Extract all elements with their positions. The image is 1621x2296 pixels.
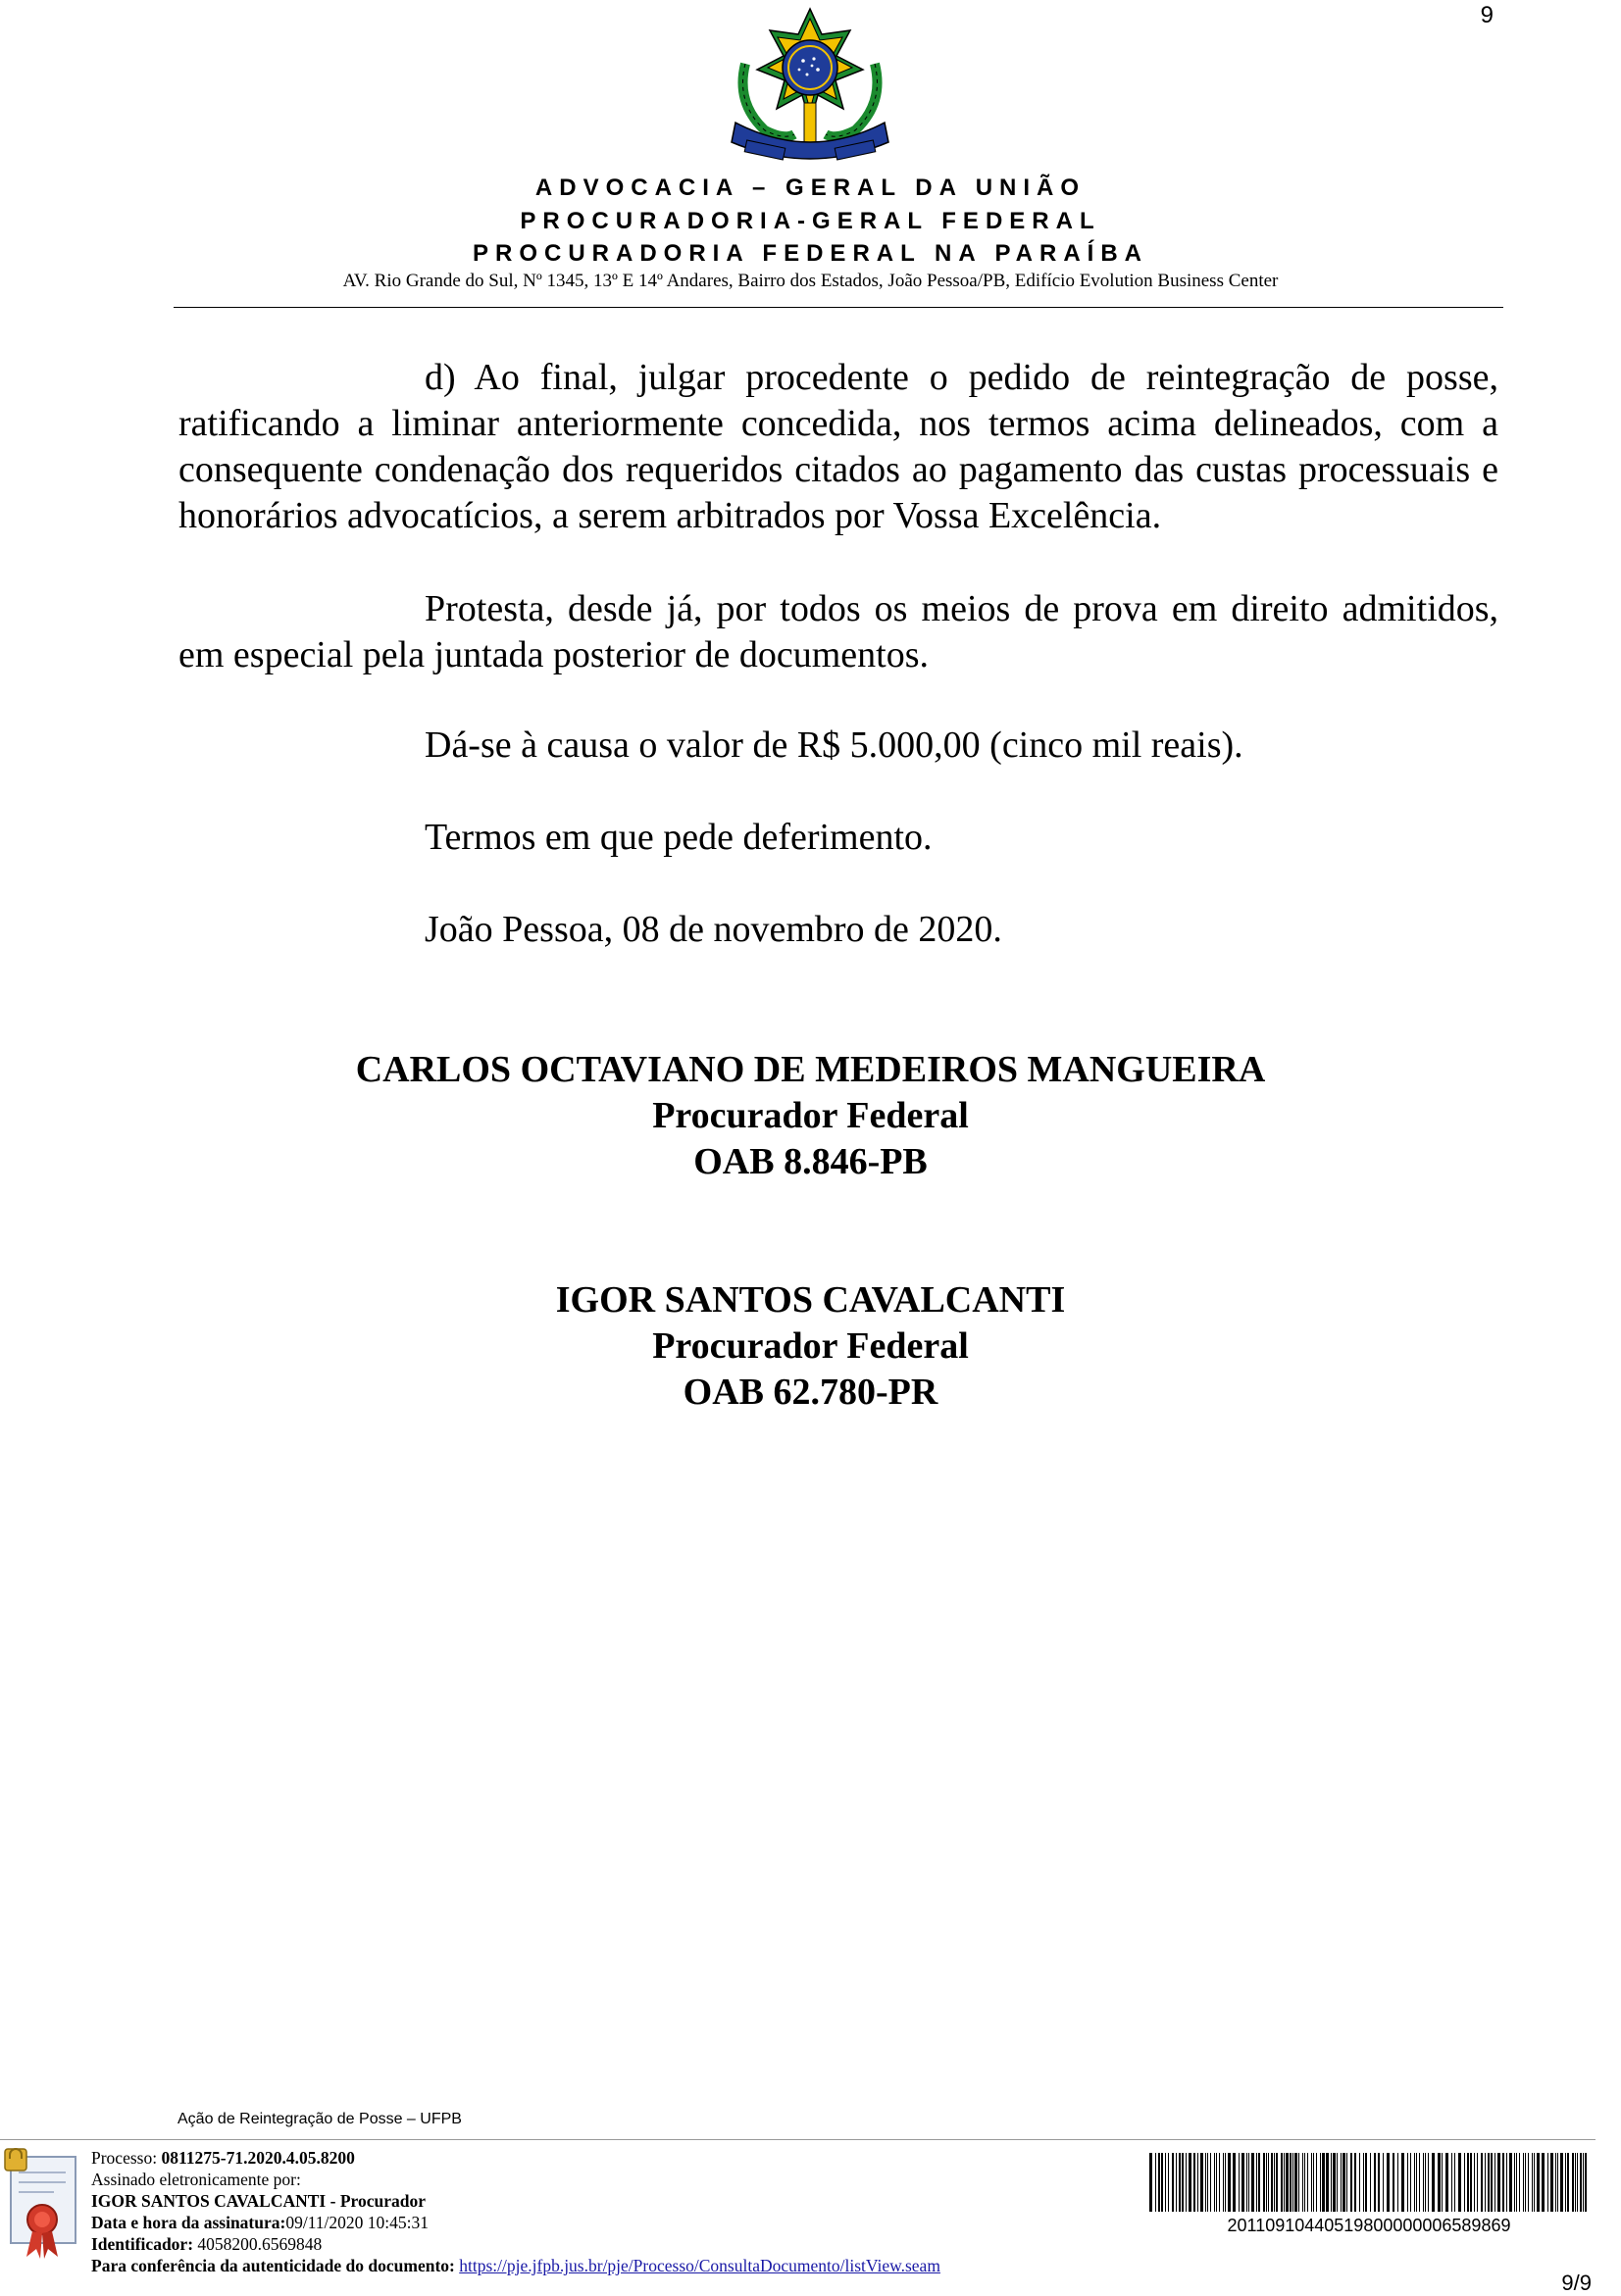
footer-divider xyxy=(0,2139,1596,2140)
barcode-bar xyxy=(1333,2153,1336,2212)
barcode-bar xyxy=(1228,2153,1231,2212)
signatory-role: Procurador Federal xyxy=(652,1325,969,1367)
barcode-bar xyxy=(1219,2153,1220,2212)
barcode-bar xyxy=(1172,2153,1174,2212)
barcode-bar xyxy=(1205,2153,1206,2212)
paragraph-item-d xyxy=(178,355,1498,539)
local-e-data: João Pessoa, 08 de novembro de 2020. xyxy=(425,909,1002,950)
signatory-name: CARLOS OCTAVIANO DE MEDEIROS MANGUEIRA xyxy=(355,1049,1266,1090)
meta-processo-label: Processo: xyxy=(91,2148,158,2168)
barcode-bar xyxy=(1149,2153,1152,2212)
barcode-bar xyxy=(1528,2153,1529,2212)
paragraph-item-d-text: d) Ao final, julgar procedente o pedido de reintegração de posse, ratificando a liminar anteriormente concedida, nos termos acima delineados, com a consequente condenação dos requeridos citados ao pagamento das custas processuais e honorários advocatícios, a serem arbitrados por Vossa Excelência. xyxy=(178,357,1498,536)
barcode-bar xyxy=(1241,2153,1244,2212)
barcode-bar xyxy=(1155,2153,1156,2212)
barcode-bar xyxy=(1276,2153,1278,2212)
barcode-bar xyxy=(1565,2153,1566,2212)
header-address: AV. Rio Grande do Sul, Nº 1345, 13º E 14º Andares, Bairro dos Estados, João Pessoa/PB, Edifício Evolution Business Center xyxy=(342,271,1279,291)
barcode-bar xyxy=(1537,2153,1540,2212)
barcode-bar xyxy=(1419,2153,1420,2212)
header-divider xyxy=(174,307,1503,308)
certificate-seal-icon xyxy=(3,2147,81,2263)
barcode-bar xyxy=(1451,2153,1452,2212)
barcode-bar xyxy=(1363,2153,1364,2212)
barcode-bar xyxy=(1423,2153,1424,2212)
barcode-bar xyxy=(1179,2153,1181,2212)
barcode-bar xyxy=(1393,2153,1394,2212)
barcode-bar xyxy=(1542,2153,1545,2212)
barcode-bar xyxy=(1467,2153,1469,2212)
barcode-bar xyxy=(1547,2153,1548,2212)
barcode-bar xyxy=(1560,2153,1563,2212)
header-line-pgf: PROCURADORIA-GERAL FEDERAL xyxy=(520,208,1101,234)
barcode-bar xyxy=(1284,2153,1285,2212)
barcode-bar xyxy=(1251,2153,1254,2212)
barcode-bar xyxy=(1497,2153,1500,2212)
barcode-bar xyxy=(1481,2153,1483,2212)
brazil-coat-of-arms-icon xyxy=(726,5,894,164)
barcode-bar xyxy=(1509,2153,1512,2212)
valor-da-causa: Dá-se à causa o valor de R$ 5.000,00 (cinco mil reais). xyxy=(425,724,1243,766)
barcode-bar xyxy=(1193,2153,1195,2212)
barcode-bar xyxy=(1585,2153,1587,2212)
barcode-bar xyxy=(1292,2153,1293,2212)
barcode-bar xyxy=(1354,2153,1356,2212)
barcode-bar xyxy=(1583,2153,1584,2212)
barcode-bar xyxy=(1458,2153,1461,2212)
barcode-bar xyxy=(1233,2153,1236,2212)
meta-identificador xyxy=(91,2233,322,2255)
meta-conferencia xyxy=(91,2255,940,2276)
barcode-bar xyxy=(1580,2153,1582,2212)
document-title-footer: Ação de Reintegração de Posse – UFPB xyxy=(177,2111,462,2127)
barcode-icon xyxy=(1147,2153,1591,2212)
meta-processo xyxy=(91,2147,355,2169)
meta-signer-value: IGOR SANTOS CAVALCANTI - Procurador xyxy=(91,2191,426,2211)
barcode-bar xyxy=(1365,2153,1367,2212)
barcode-bar xyxy=(1168,2153,1169,2212)
signatory-role: Procurador Federal xyxy=(652,1095,969,1136)
barcode-bar xyxy=(1200,2153,1203,2212)
meta-signer xyxy=(91,2190,426,2212)
barcode-bar xyxy=(1532,2153,1533,2212)
barcode-bar xyxy=(1502,2153,1504,2212)
barcode-bar xyxy=(1341,2153,1342,2212)
meta-processo-value: 0811275-71.2020.4.05.8200 xyxy=(161,2148,355,2168)
barcode-bar xyxy=(1387,2153,1390,2212)
barcode-bar xyxy=(1438,2153,1441,2212)
barcode-bar xyxy=(1239,2153,1240,2212)
signatory-name: IGOR SANTOS CAVALCANTI xyxy=(555,1279,1066,1321)
barcode-bar xyxy=(1258,2153,1260,2212)
meta-conferencia-label: Para conferência da autenticidade do documento: xyxy=(91,2256,455,2275)
barcode-bar xyxy=(1442,2153,1443,2212)
barcode-bar xyxy=(1320,2153,1321,2212)
barcode-bar xyxy=(1474,2153,1475,2212)
meta-data-label: Data e hora da assinatura: xyxy=(91,2213,286,2232)
barcode-bar xyxy=(1304,2153,1305,2212)
barcode-bar xyxy=(1316,2153,1317,2212)
barcode-bar xyxy=(1298,2153,1299,2212)
barcode-bar xyxy=(1494,2153,1495,2212)
barcode-bar xyxy=(1186,2153,1187,2212)
barcode-bar xyxy=(1158,2153,1160,2212)
meta-data-value: 09/11/2020 10:45:31 xyxy=(285,2213,430,2232)
barcode-bar xyxy=(1572,2153,1574,2212)
signature-block-2 xyxy=(0,1277,1621,1416)
barcode-bar xyxy=(1428,2153,1429,2212)
barcode-bar xyxy=(1263,2153,1265,2212)
barcode-bar xyxy=(1383,2153,1384,2212)
barcode-bar xyxy=(1350,2153,1352,2212)
barcode-bar xyxy=(1266,2153,1267,2212)
barcode-bar xyxy=(1432,2153,1435,2212)
barcode-bar xyxy=(1161,2153,1163,2212)
barcode-bar xyxy=(1189,2153,1191,2212)
barcode-bar xyxy=(1519,2153,1520,2212)
barcode-bar xyxy=(1555,2153,1556,2212)
barcode-bar xyxy=(1534,2153,1535,2212)
barcode-bar xyxy=(1414,2153,1415,2212)
barcode-bar xyxy=(1407,2153,1408,2212)
barcode-bar xyxy=(1514,2153,1515,2212)
barcode-bar xyxy=(1268,2153,1269,2212)
barcode-bar xyxy=(1286,2153,1289,2212)
barcode-bar xyxy=(1274,2153,1275,2212)
barcode-bar xyxy=(1311,2153,1312,2212)
barcode-bar xyxy=(1445,2153,1448,2212)
barcode-bar xyxy=(1223,2153,1224,2212)
paragraph-protesta xyxy=(178,586,1498,678)
barcode-bar xyxy=(1281,2153,1283,2212)
barcode-bar xyxy=(1326,2153,1329,2212)
barcode-bar xyxy=(1165,2153,1166,2212)
barcode-bar xyxy=(1342,2153,1345,2212)
barcode-bar xyxy=(1176,2153,1177,2212)
barcode-bar xyxy=(1246,2153,1247,2212)
barcode-bar xyxy=(1182,2153,1184,2212)
barcode-bar xyxy=(1322,2153,1325,2212)
barcode-bar xyxy=(1290,2153,1292,2212)
barcode-bar xyxy=(1346,2153,1347,2212)
barcode-bar xyxy=(1197,2153,1198,2212)
barcode-bar xyxy=(1506,2153,1507,2212)
barcode-bar xyxy=(1307,2153,1308,2212)
barcode-bar xyxy=(1525,2153,1526,2212)
meta-assinado-label: Assinado eletronicamente por: xyxy=(91,2170,301,2189)
paragraph-protesta-text: Protesta, desde já, por todos os meios de prova em direito admitidos, em especial pela juntada posterior de documentos. xyxy=(178,588,1498,675)
header-line-agu: ADVOCACIA – GERAL DA UNIÃO xyxy=(534,175,1087,201)
barcode-bar xyxy=(1516,2153,1517,2212)
barcode-bar xyxy=(1248,2153,1249,2212)
barcode-bar xyxy=(1523,2153,1524,2212)
barcode-bar xyxy=(1575,2153,1576,2212)
barcode-bar xyxy=(1397,2153,1398,2212)
meta-identificador-value: 4058200.6569848 xyxy=(197,2234,323,2254)
meta-data-assinatura xyxy=(91,2212,429,2233)
barcode-bar xyxy=(1567,2153,1569,2212)
barcode-bar xyxy=(1477,2153,1478,2212)
barcode-bar xyxy=(1416,2153,1417,2212)
barcode-bar xyxy=(1485,2153,1486,2212)
barcode-bar xyxy=(1488,2153,1490,2212)
barcode-bar xyxy=(1359,2153,1360,2212)
barcode-bar xyxy=(1331,2153,1332,2212)
barcode-bar xyxy=(1337,2153,1338,2212)
barcode-bar xyxy=(1370,2153,1371,2212)
barcode-bar xyxy=(1378,2153,1380,2212)
signatory-oab: OAB 62.780-PR xyxy=(683,1372,938,1413)
header-line-pfpb: PROCURADORIA FEDERAL NA PARAÍBA xyxy=(472,240,1148,267)
barcode-bar xyxy=(1374,2153,1376,2212)
barcode-bar xyxy=(1225,2153,1226,2212)
barcode-bar xyxy=(1271,2153,1273,2212)
barcode-bar xyxy=(1464,2153,1465,2212)
barcode-bar xyxy=(1557,2153,1558,2212)
barcode-bar xyxy=(1425,2153,1426,2212)
barcode-number: 20110910440519800000006589869 xyxy=(1227,2216,1511,2235)
barcode-bar xyxy=(1302,2153,1303,2212)
barcode-bar xyxy=(1256,2153,1257,2212)
barcode-bar xyxy=(1207,2153,1208,2212)
page-count: 9/9 xyxy=(1561,2271,1592,2295)
barcode-bar xyxy=(1313,2153,1314,2212)
meta-identificador-label: Identificador: xyxy=(91,2234,194,2254)
barcode-bar xyxy=(1214,2153,1215,2212)
termos-deferimento: Termos em que pede deferimento. xyxy=(425,817,933,858)
barcode-bar xyxy=(1401,2153,1404,2212)
signatory-oab: OAB 8.846-PB xyxy=(693,1141,928,1182)
barcode-bar xyxy=(1216,2153,1217,2212)
barcode-bar xyxy=(1410,2153,1411,2212)
barcode-bar xyxy=(1454,2153,1455,2212)
page-number: 9 xyxy=(1480,2,1494,28)
barcode-bar xyxy=(1491,2153,1493,2212)
barcode-bar xyxy=(1470,2153,1472,2212)
barcode-bar xyxy=(1550,2153,1553,2212)
signature-block-1 xyxy=(0,1047,1621,1185)
verification-link[interactable]: https://pje.jfpb.jus.br/pje/Processo/ConsultaDocumento/listView.seam xyxy=(459,2256,940,2275)
barcode-bar xyxy=(1294,2153,1297,2212)
barcode-bar xyxy=(1210,2153,1211,2212)
barcode-bar xyxy=(1577,2153,1578,2212)
